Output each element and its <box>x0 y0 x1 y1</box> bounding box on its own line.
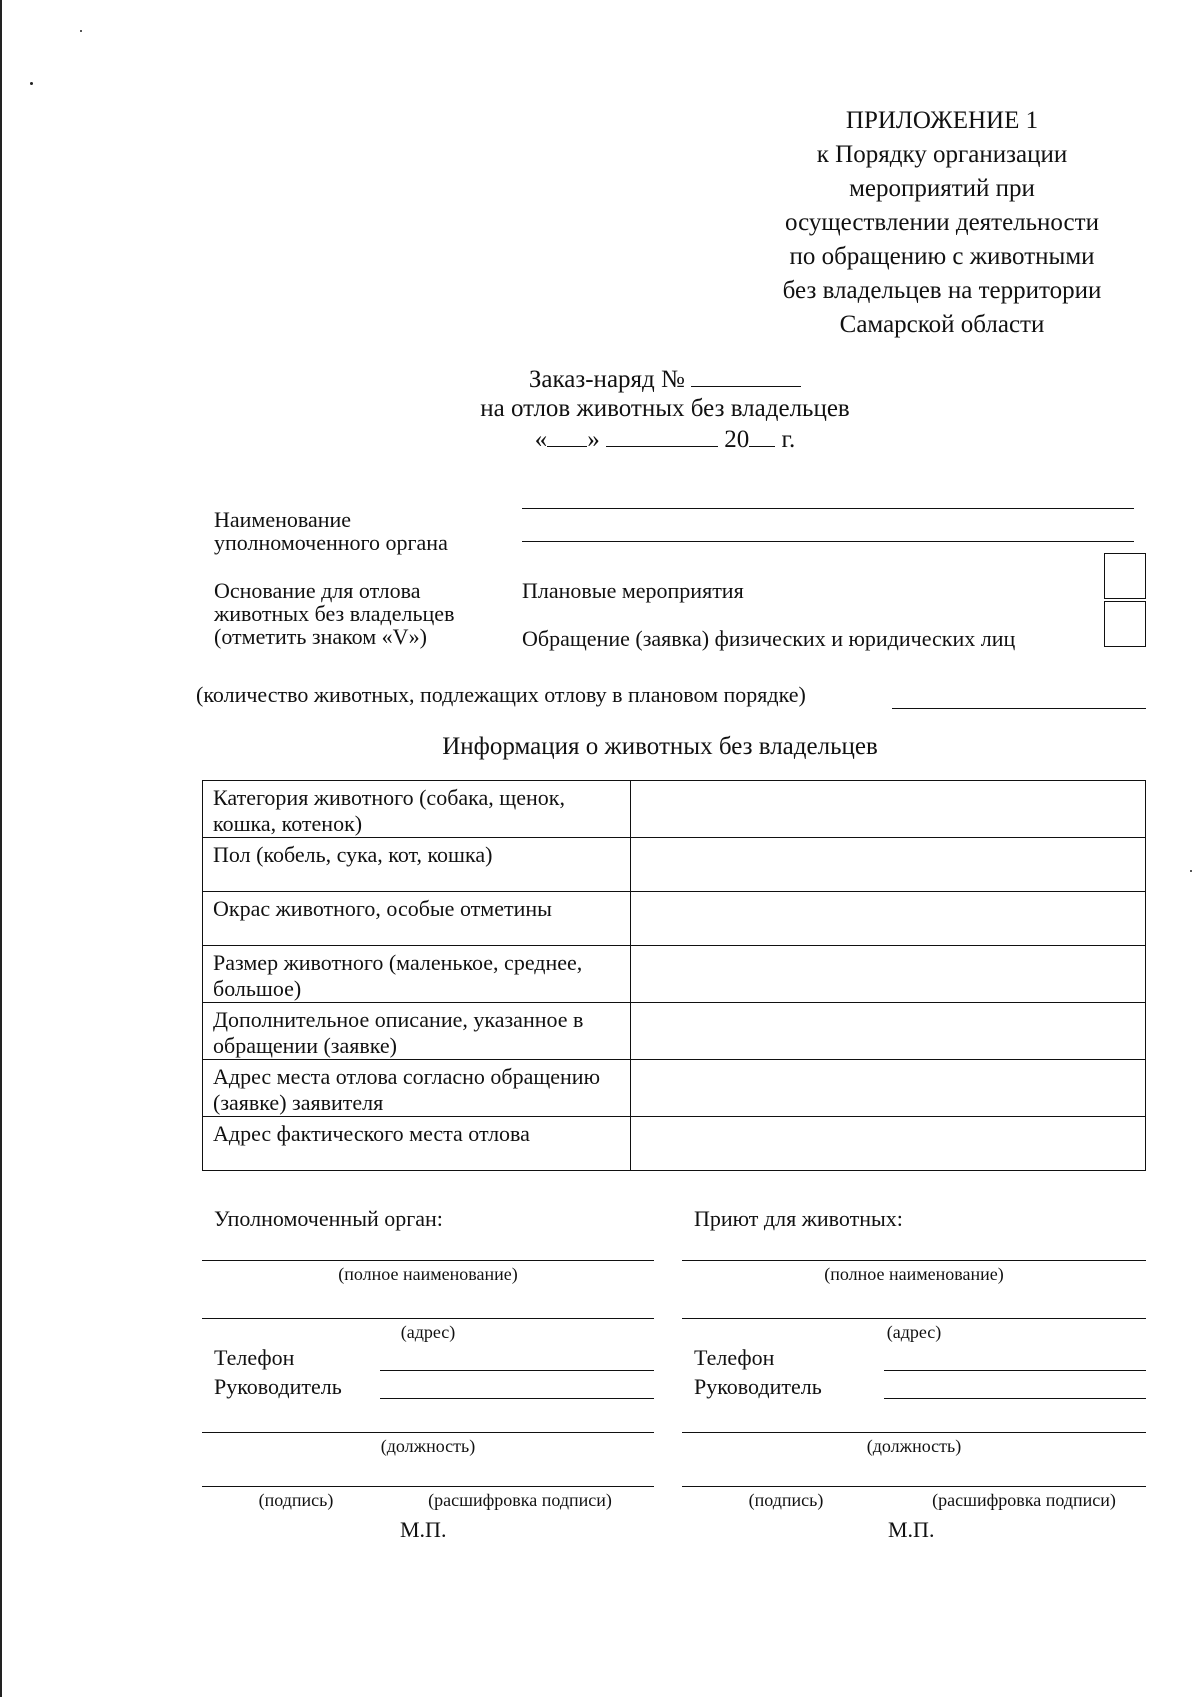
info-table-title: Информация о животных без владельцев <box>442 733 878 760</box>
row-value-cell[interactable] <box>631 892 1146 946</box>
row-value-cell[interactable] <box>631 838 1146 892</box>
row-label: Адрес фактического места отлова <box>203 1117 631 1171</box>
authority-head-label: Руководитель <box>214 1374 342 1399</box>
row-label: Пол (кобель, сука, кот, кошка) <box>203 838 631 892</box>
table-row <box>203 1060 1146 1117</box>
table-row <box>203 1117 1146 1171</box>
scan-speck <box>30 82 33 85</box>
table-row <box>203 838 1146 892</box>
authority-line-1[interactable] <box>522 508 1134 509</box>
row-value-cell[interactable] <box>631 1060 1146 1117</box>
row-label: Окрас животного, особые отметины <box>203 892 631 946</box>
row-value-cell[interactable] <box>631 1117 1146 1171</box>
appendix-line: без владельцев на территории <box>782 277 1102 304</box>
table-row <box>203 1003 1146 1060</box>
date-year-field[interactable] <box>749 424 775 447</box>
authority-phone-line[interactable] <box>380 1370 654 1371</box>
authority-signature-caption: (подпись) <box>258 1490 334 1510</box>
authority-head-line[interactable] <box>380 1398 654 1399</box>
date-year-prefix: 20 <box>724 426 750 453</box>
authority-sig-heading: Уполномоченный орган: <box>214 1206 443 1231</box>
quantity-field[interactable] <box>892 708 1146 709</box>
date-year-suffix: г. <box>781 426 796 453</box>
row-label: Дополнительное описание, указанное в обращении (заявке) <box>203 1003 631 1060</box>
shelter-position-caption: (должность) <box>866 1436 962 1456</box>
authority-decoding-caption: (расшифровка подписи) <box>428 1490 612 1510</box>
authority-line-2[interactable] <box>522 541 1134 542</box>
date-open-quote: « <box>534 426 548 453</box>
shelter-address-caption: (адрес) <box>886 1322 942 1342</box>
order-number-field[interactable] <box>691 364 801 387</box>
row-label: Размер животного (маленькое, среднее, большое) <box>203 946 631 1003</box>
appendix-line: Самарской области <box>839 311 1045 338</box>
authority-full-name-line[interactable] <box>202 1260 654 1261</box>
option-planned: Плановые мероприятия <box>522 578 744 603</box>
shelter-full-name-line[interactable] <box>682 1260 1146 1261</box>
shelter-stamp-label: М.П. <box>888 1517 935 1542</box>
authority-position-line[interactable] <box>202 1432 654 1433</box>
shelter-head-line[interactable] <box>884 1398 1146 1399</box>
order-subtitle: на отлов животных без владельцев <box>480 395 850 422</box>
basis-label: Основание для отлова животных без владельцев (отметить знаком «V») <box>214 578 455 649</box>
quantity-label: (количество животных, подлежащих отлову в плановом порядке) <box>196 682 806 707</box>
appendix-line: осуществлении деятельности <box>785 209 1099 236</box>
order-title: Заказ-наряд № <box>528 366 685 393</box>
authority-position-caption: (должность) <box>380 1436 476 1456</box>
page-edge <box>0 0 2 1697</box>
date-close-quote: » <box>587 426 600 453</box>
authority-address-line[interactable] <box>202 1318 654 1319</box>
authority-address-caption: (адрес) <box>400 1322 456 1342</box>
row-label: Адрес места отлова согласно обращению (заявке) заявителя <box>203 1060 631 1117</box>
table-row <box>203 946 1146 1003</box>
shelter-position-line[interactable] <box>682 1432 1146 1433</box>
table-row <box>203 781 1146 838</box>
appendix-line: по обращению с животными <box>789 243 1095 270</box>
order-title-block <box>430 364 900 454</box>
appendix-header <box>752 104 1132 342</box>
planned-checkbox[interactable] <box>1104 553 1146 599</box>
shelter-address-line[interactable] <box>682 1318 1146 1319</box>
appendix-line: ПРИЛОЖЕНИЕ 1 <box>845 107 1039 134</box>
request-checkbox[interactable] <box>1104 601 1146 647</box>
shelter-signature-caption: (подпись) <box>748 1490 824 1510</box>
row-value-cell[interactable] <box>631 1003 1146 1060</box>
appendix-line: мероприятий при <box>849 175 1035 202</box>
date-month-field[interactable] <box>606 424 718 447</box>
shelter-sig-heading: Приют для животных: <box>694 1206 903 1231</box>
row-value-cell[interactable] <box>631 781 1146 838</box>
scan-speck <box>80 30 82 32</box>
row-value-cell[interactable] <box>631 946 1146 1003</box>
authority-label: Наименование уполномоченного органа <box>214 507 448 555</box>
scan-speck <box>1190 870 1192 872</box>
authority-stamp-label: М.П. <box>400 1517 447 1542</box>
date-day-field[interactable] <box>547 424 587 447</box>
option-request: Обращение (заявка) физических и юридических лиц <box>522 626 1016 651</box>
shelter-phone-label: Телефон <box>694 1345 775 1370</box>
authority-phone-label: Телефон <box>214 1345 295 1370</box>
row-label: Категория животного (собака, щенок, кошка, котенок) <box>203 781 631 838</box>
shelter-phone-line[interactable] <box>884 1370 1146 1371</box>
table-row <box>203 892 1146 946</box>
appendix-line: к Порядку организации <box>816 141 1068 168</box>
shelter-decoding-caption: (расшифровка подписи) <box>932 1490 1116 1510</box>
animal-info-table <box>202 780 1146 1171</box>
shelter-signature-line[interactable] <box>682 1486 1146 1487</box>
shelter-head-label: Руководитель <box>694 1374 822 1399</box>
shelter-full-name-caption: (полное наименование) <box>824 1264 1004 1284</box>
authority-signature-line[interactable] <box>202 1486 654 1487</box>
authority-full-name-caption: (полное наименование) <box>338 1264 518 1284</box>
